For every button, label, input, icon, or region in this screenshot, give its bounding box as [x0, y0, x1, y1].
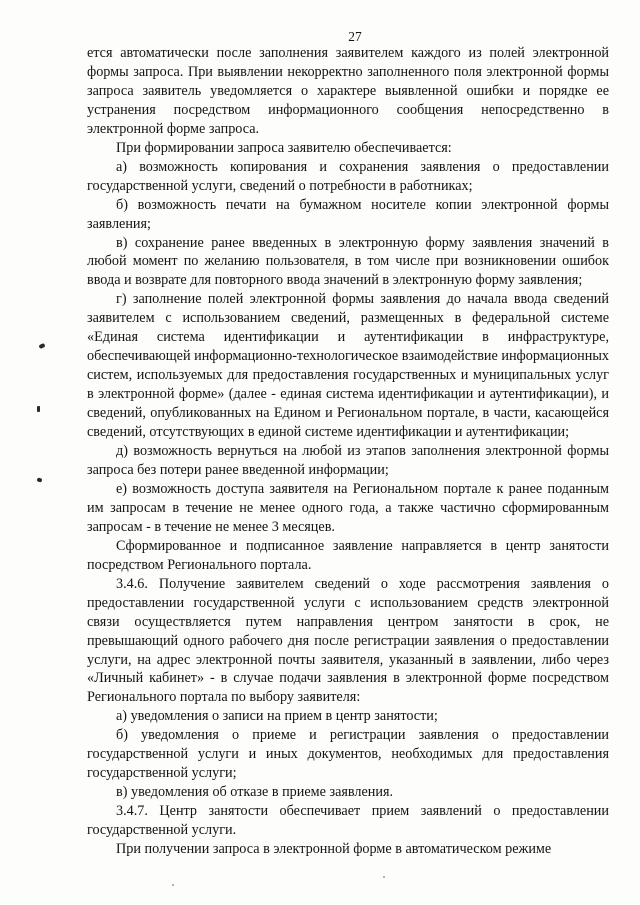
section-3-4-7: 3.4.7. Центр занятости обеспечивает прием заявлений о предоставлении государственной услуги.	[87, 803, 609, 839]
notification-item-a: а) уведомления о записи на прием в центр занятости;	[116, 708, 438, 725]
paragraph-electronic-request: При получении запроса в электронной форме в автоматическом режиме	[116, 841, 552, 858]
list-item-v-save-values: в) сохранение ранее введенных в электронную форму заявления значений в любой момент по желанию пользователя, в том числе при возникновении ошибок ввода и возврате для повторного ввода значений в электронную форму заявления;	[87, 234, 609, 289]
scan-speck	[172, 884, 174, 886]
list-item-a-copy-save: а) возможность копирования и сохранения заявления о предоставлении государственной услуги, сведений о потребности в работниках;	[87, 158, 609, 194]
notification-item-v: в) уведомления об отказе в приеме заявления.	[116, 784, 394, 801]
section-3-4-6: 3.4.6. Получение заявителем сведений о ходе рассмотрения заявления о предоставлении государственной услуги с использованием средств электронной связи осуществляется путем направления центром занятости в срок, не превышающий одного рабочего дня после регистрации заявления о предоставлении услуги, на адрес электронной почты заявителя, указанный в заявлении, либо через «Личный кабинет» - в случае подачи заявления в электронной форме посредством Регионального портала по выбору заявителя:	[87, 575, 609, 706]
scan-speck	[38, 343, 45, 349]
document-body	[87, 44, 609, 859]
scan-speck	[36, 477, 42, 482]
scan-speck	[37, 406, 40, 412]
list-item-b-print: б) возможность печати на бумажном носителе копии электронной формы заявления;	[87, 196, 609, 232]
paragraph-request-provisions-intro: При формировании запроса заявителю обеспечивается:	[116, 139, 452, 156]
scan-speck	[383, 876, 385, 878]
page-number: 27	[348, 29, 362, 44]
paragraph-continuation: ется автоматически после заполнения заявителем каждого из полей электронной формы запроса. При выявлении некорректно заполненного поля электронной формы запроса заявитель уведомляется о характере выявленной ошибки и порядке ее устранения посредством информационного сообщения непосредственно в электронной форме запроса.	[87, 45, 609, 137]
list-item-d-return-step: д) возможность вернуться на любой из этапов заполнения электронной формы запроса без потери ранее введенной информации;	[87, 443, 609, 478]
list-item-g-autofill: г) заполнение полей электронной формы заявления до начала ввода сведений заявителем с использованием сведений, размещенных в федеральной системе «Единая система идентификации и аутентификации в инфраструктуре, обеспечивающей информационно-технологическое взаимодействие информационных систем, используемых для предоставления государственных и муниципальных услуг в электронной форме» (далее - единая система идентификации и аутентификации), и сведений, опубликованных на Едином и Региональном портале, в части, касающейся сведений, отсутствующих в единой системе идентификации и аутентификации;	[87, 291, 609, 441]
paragraph-submission: Сформированное и подписанное заявление направляется в центр занятости посредством Регионального портала.	[87, 537, 609, 573]
notification-item-b: б) уведомления о приеме и регистрации заявления о предоставлении государственной услуги и иных документов, необходимых для предоставления государственной услуги;	[87, 727, 609, 782]
list-item-e-access-history: е) возможность доступа заявителя на Региональном портале к ранее поданным им запросам в течение не менее одного года, а также частично сформированным запросам - в течение не менее 3 месяцев.	[87, 480, 609, 535]
